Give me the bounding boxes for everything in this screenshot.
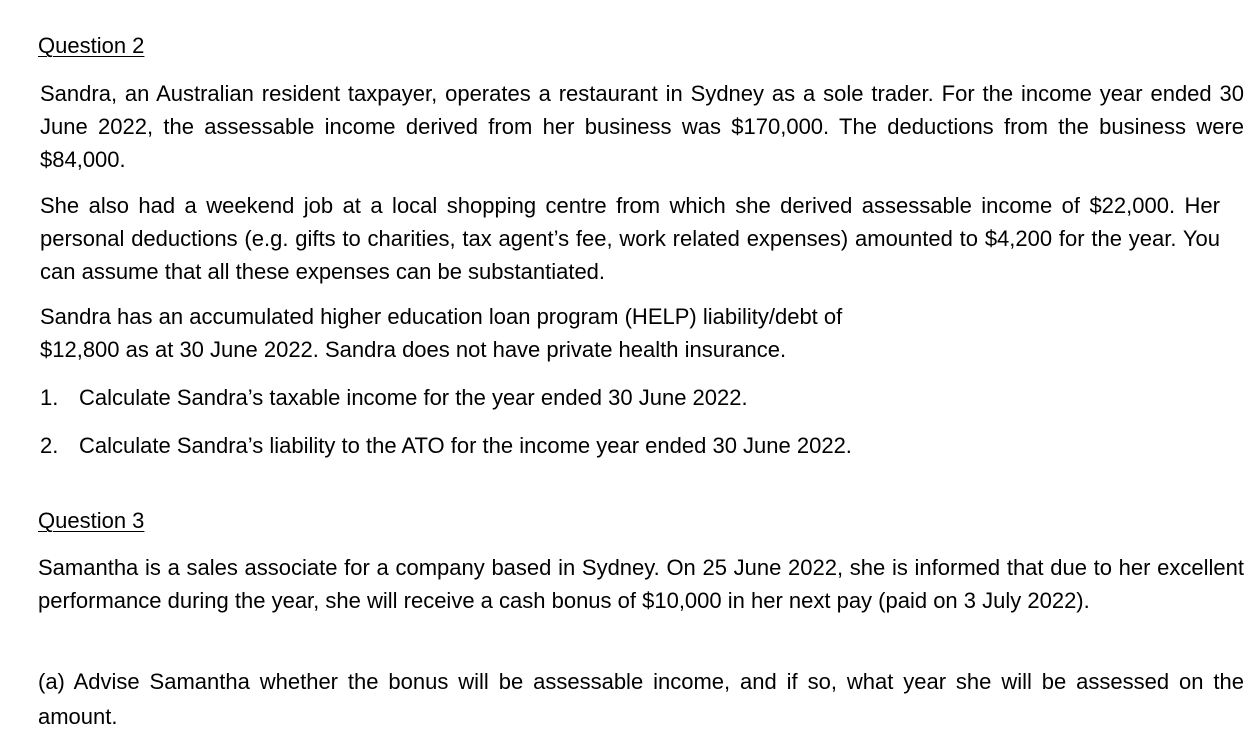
task-number: 1. xyxy=(40,385,59,410)
question-2-paragraph-2: She also had a weekend job at a local shopping centre from which she derived assessable income of $22,000. Her personal deductions (e.g. gifts to charities, tax agent’s fee, work related expenses) amounted to $4,200 for the year. You can assume that all these expenses can be substantiated. xyxy=(40,193,1220,284)
task-text: Calculate Sandra’s taxable income for the year ended 30 June 2022. xyxy=(79,385,748,410)
question-2-paragraph-3-line-2: $12,800 as at 30 June 2022. Sandra does not have private health insurance. xyxy=(40,337,787,362)
question-2-paragraph-3-line-1: Sandra has an accumulated higher education loan program (HELP) liability/debt of xyxy=(40,304,843,329)
question-2-task-2 xyxy=(40,433,852,459)
question-3-part-a: (a) Advise Samantha whether the bonus will be assessable income, and if so, what year she will be assessed on the amount. xyxy=(38,669,1244,729)
question-2-heading: Question 2 xyxy=(38,33,145,58)
question-2-paragraph-1: Sandra, an Australian resident taxpayer, operates a restaurant in Sydney as a sole trader. For the income year ended 30 June 2022, the assessable income derived from her business was $170,000. The deductions from the business were $84,000. xyxy=(40,81,1244,172)
task-number: 2. xyxy=(40,433,59,458)
question-2-task-1 xyxy=(40,385,748,411)
question-3-heading: Question 3 xyxy=(38,508,145,533)
question-3-paragraph-1: Samantha is a sales associate for a company based in Sydney. On 25 June 2022, she is informed that due to her excellent performance during the year, she will receive a cash bonus of $10,000 in her next pay (paid on 3 July 2022). xyxy=(38,555,1244,613)
task-text: Calculate Sandra’s liability to the ATO for the income year ended 30 June 2022. xyxy=(79,433,852,458)
